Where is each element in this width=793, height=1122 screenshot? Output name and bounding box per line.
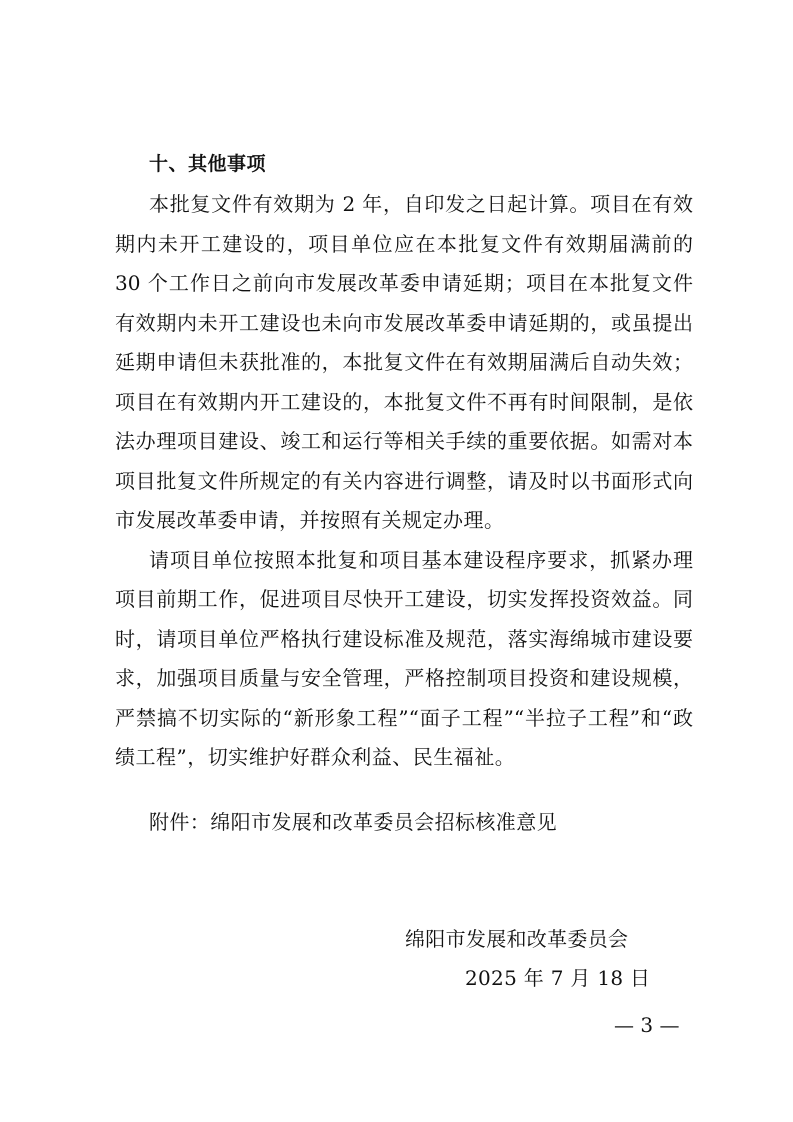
- attachment-note: 附件：绵阳市发展和改革委员会招标核准意见: [149, 810, 557, 834]
- paragraph-line: 请项目单位按照本批复和项目基本建设程序要求，抓紧办理: [149, 548, 693, 572]
- paragraph-line: 30 个工作日之前向市发展改革委申请延期；项目在本批复文件: [115, 271, 693, 295]
- paragraph-line: 期内未开工建设的，项目单位应在本批复文件有效期届满前的: [115, 232, 693, 256]
- signature-date: 2025 年 7 月 18 日: [465, 966, 651, 990]
- page-number: — 3 —: [614, 1013, 680, 1037]
- signature-organization: 绵阳市发展和改革委员会: [405, 927, 629, 951]
- paragraph-line: 法办理项目建设、竣工和运行等相关手续的重要依据。如需对本: [115, 429, 693, 453]
- paragraph-line: 项目前期工作，促进项目尽快开工建设，切实发挥投资效益。同: [115, 587, 693, 611]
- paragraph-line: 延期申请但未获批准的，本批复文件在有效期届满后自动失效；: [115, 350, 693, 374]
- paragraph-line: 有效期内未开工建设也未向市发展改革委申请延期的，或虽提出: [115, 311, 693, 335]
- paragraph-line: 时，请项目单位严格执行建设标准及规范，落实海绵城市建设要: [115, 627, 693, 651]
- paragraph-line: 项目在有效期内开工建设的，本批复文件不再有时间限制，是依: [115, 390, 693, 414]
- paragraph-line: 严禁搞不切实际的“新形象工程”“面子工程”“半拉子工程”和“政: [115, 706, 693, 730]
- paragraph-line: 市发展改革委申请，并按照有关规定办理。: [115, 508, 505, 532]
- paragraph-line: 本批复文件有效期为 2 年，自印发之日起计算。项目在有效: [149, 192, 693, 216]
- paragraph-line: 求，加强项目质量与安全管理，严格控制项目投资和建设规模，: [115, 666, 693, 690]
- paragraph-line: 绩工程”，切实维护好群众利益、民生福祉。: [115, 745, 516, 769]
- paragraph-line: 项目批复文件所规定的有关内容进行调整，请及时以书面形式向: [115, 469, 693, 493]
- section-heading: 十、其他事项: [149, 153, 267, 175]
